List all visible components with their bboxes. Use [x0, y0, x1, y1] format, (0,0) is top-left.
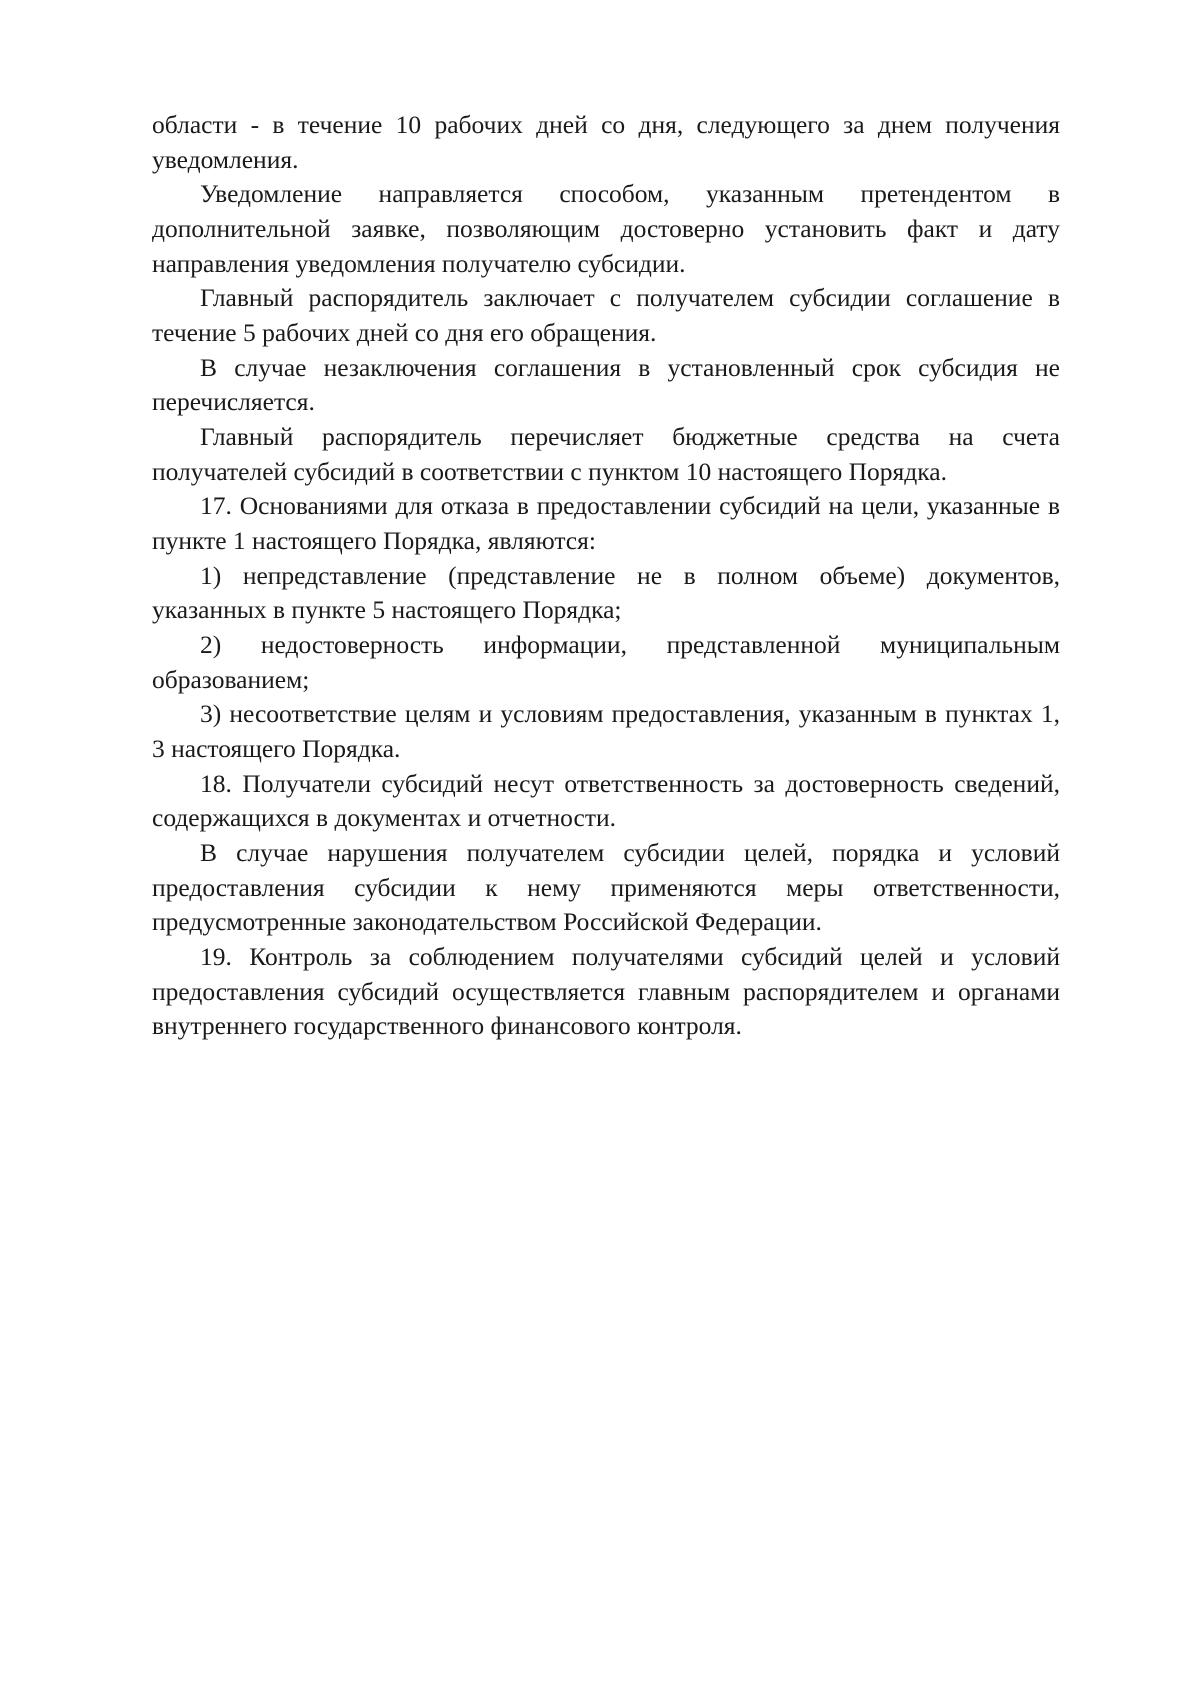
paragraph-item-17: 17. Основаниями для отказа в предоставлении субсидий на цели, указанные в пункте 1 настоящего Порядка, являются:	[152, 491, 1060, 556]
paragraph-item-19: 19. Контроль за соблюдением получателями субсидий целей и условий предоставления субсидий осуществляется главным распорядителем и органами внутреннего государственного финансового контроля.	[152, 942, 1060, 1041]
paragraph-notification-method: Уведомление направляется способом, указанным претендентом в дополнительной заявке, позволяющим достоверно установить факт и дату направления уведомления получателю субсидии.	[152, 179, 1060, 278]
paragraph-agreement-term: Главный распорядитель заключает с получателем субсидии соглашение в течение 5 рабочих дней со дня его обращения.	[152, 283, 1060, 348]
paragraph-item-17-sub-3: 3) несоответствие целям и условиям предоставления, указанным в пунктах 1, 3 настоящего Порядка.	[152, 699, 1060, 764]
paragraph-transfer-funds: Главный распорядитель перечисляет бюджетные средства на счета получателей субсидий в соответствии с пунктом 10 настоящего Порядка.	[152, 422, 1060, 486]
paragraph-continuation: области - в течение 10 рабочих дней со дня, следующего за днем получения уведомления.	[152, 110, 1060, 174]
document-text-body	[152, 108, 1060, 1044]
paragraph-no-agreement: В случае незаключения соглашения в установленный срок субсидия не перечисляется.	[152, 352, 1060, 417]
paragraph-violation: В случае нарушения получателем субсидии целей, порядка и условий предоставления субсидии к нему применяются меры ответственности, предусмотренные законодательством Российской Федерации.	[152, 838, 1060, 937]
paragraph-item-17-sub-1: 1) непредставление (представление не в полном объеме) документов, указанных в пункте 5 настоящего Порядка;	[152, 560, 1060, 625]
paragraph-item-17-sub-2: 2) недостоверность информации, представленной муниципальным образованием;	[152, 630, 1060, 694]
paragraph-item-18: 18. Получатели субсидий несут ответственность за достоверность сведений, содержащихся в документах и отчетности.	[152, 768, 1060, 833]
